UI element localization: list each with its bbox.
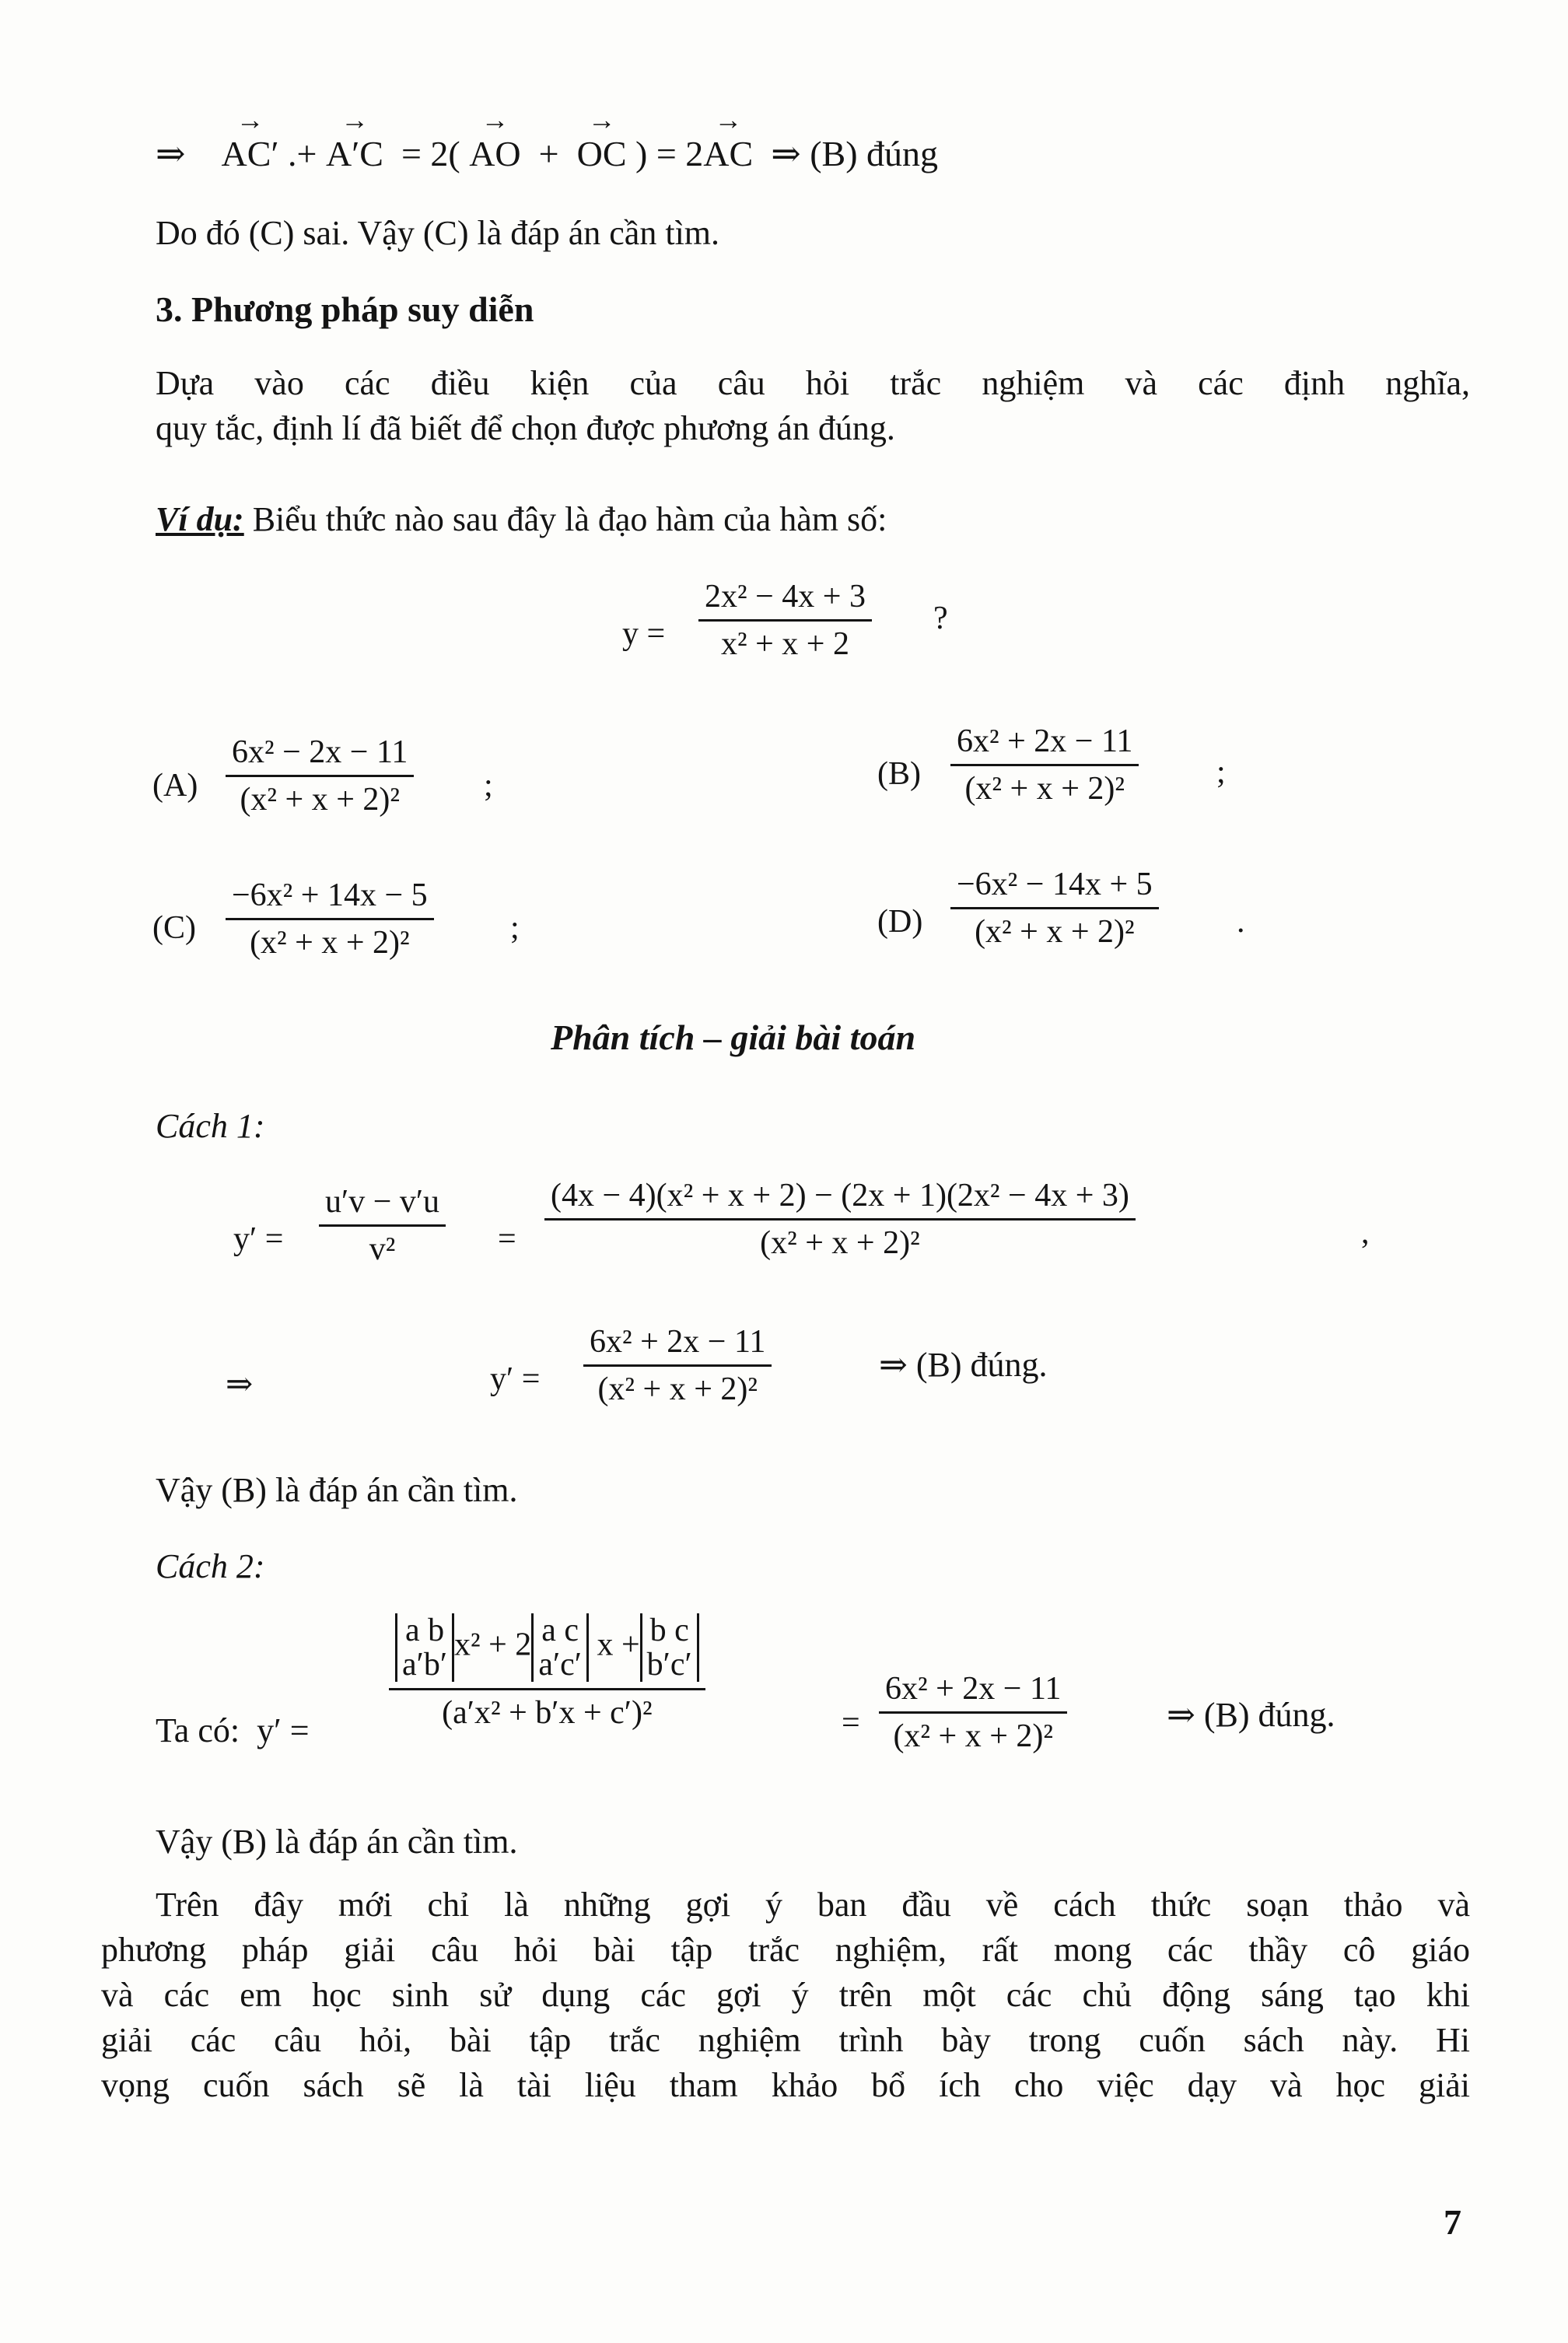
det-3-top: b c (649, 1613, 689, 1648)
expanded-numerator: (4x − 4)(x² + x + 2) − (2x + 1)(2x² − 4x + 3) (551, 1178, 1129, 1214)
method-1-label: Cách 1: (156, 1107, 265, 1145)
closing-line-4: giải các câu hỏi, bài tập trắc nghiệm trình bày trong cuốn sách này. Hi (101, 2021, 1470, 2059)
determinant-3 (640, 1613, 699, 1682)
option-c-fraction (226, 876, 434, 962)
intro-line-1: Dựa vào các điều kiện của câu hỏi trắc nghiệm và các định nghĩa, (156, 364, 1470, 402)
determinant-denominator: (a′x² + b′x + c′)² (389, 1688, 705, 1732)
closing-line-1: Trên đây mới chỉ là những gợi ý ban đầu về cách thức soạn thảo và (156, 1886, 1470, 1924)
vector-ao: → AO (469, 132, 520, 176)
function-denominator: x² + x + 2 (698, 619, 872, 664)
vector-ac: → AC (703, 132, 753, 176)
method-2-conclusion: Vậy (B) là đáp án cần tìm. (156, 1823, 518, 1861)
option-d-label: (D) (877, 904, 923, 940)
equals-sign: ) = 2 (635, 134, 704, 173)
section-heading: 3. Phương pháp suy diễn (156, 289, 534, 329)
method-2-equals: = (842, 1705, 860, 1741)
det-2-bottom: a′c′ (538, 1647, 582, 1683)
option-a-denominator: (x² + x + 2)² (226, 775, 414, 819)
option-b-label: (B) (877, 756, 921, 792)
option-c-label: (C) (152, 910, 196, 946)
method-2-intro (156, 1711, 310, 1750)
example-line (156, 498, 887, 541)
method-1-conclusion: Vậy (B) là đáp án cần tìm. (156, 1471, 518, 1509)
closing-line-2: phương pháp giải câu hỏi bài tập trắc nghiệm, rất mong các thầy cô giáo (101, 1931, 1470, 1969)
intro-line-2: quy tắc, định lí đã biết để chọn được phương án đúng. (156, 409, 895, 447)
method-1-arrow: ⇒ (226, 1367, 254, 1403)
quotient-rule-numerator: u′v − v′u (325, 1184, 440, 1220)
vector-oc: → OC (577, 132, 627, 176)
quotient-rule-denominator: v² (319, 1224, 446, 1269)
option-d-fraction (950, 865, 1159, 951)
implies-symbol: ⇒ (156, 134, 186, 173)
option-a-numerator: 6x² − 2x − 11 (232, 734, 408, 770)
method-2-determinant-fraction (389, 1613, 705, 1732)
method-2-result-numerator: 6x² + 2x − 11 (885, 1671, 1062, 1707)
function-lhs: y = (622, 616, 666, 652)
method-1-expanded (544, 1176, 1136, 1263)
option-c-numerator: −6x² + 14x − 5 (232, 877, 428, 913)
option-d-end: . (1237, 904, 1245, 940)
det-1-bottom: a′b′ (402, 1647, 448, 1683)
conclusion-c: Do đó (C) sai. Vậy (C) là đáp án cần tìm. (156, 214, 720, 252)
example-text: Biểu thức nào sau đây là đạo hàm của hàm số: (243, 500, 887, 538)
plus-sign: .+ (288, 134, 317, 173)
option-b-end: ; (1216, 755, 1226, 790)
x-squared-plus-2: x² + 2 (454, 1627, 532, 1663)
function-fraction (698, 577, 872, 664)
option-d-denominator: (x² + x + 2)² (950, 907, 1159, 951)
method-1-result-lhs: y′ = (490, 1361, 541, 1397)
vector-equation (156, 132, 938, 176)
expanded-denominator: (x² + x + 2)² (544, 1218, 1136, 1263)
determinant-2 (531, 1613, 589, 1682)
x-plus: x + (597, 1627, 640, 1663)
intro-paragraph (156, 361, 1470, 451)
method-1-lhs: y′ = (233, 1221, 284, 1257)
method-2-result-denominator: (x² + x + 2)² (879, 1711, 1067, 1756)
answer-b-correct: ⇒ (B) đúng (771, 134, 939, 173)
option-a-end: ; (484, 768, 493, 804)
option-b-fraction (950, 722, 1139, 808)
det-3-bottom: b′c′ (646, 1647, 692, 1683)
method-1-result-fraction (583, 1322, 772, 1409)
option-a-fraction (226, 733, 414, 819)
result-denominator: (x² + x + 2)² (583, 1364, 772, 1409)
option-c-end: ; (510, 910, 520, 946)
method-2-result-fraction (879, 1669, 1067, 1756)
method-2-label: Cách 2: (156, 1547, 265, 1585)
option-b-numerator: 6x² + 2x − 11 (957, 723, 1133, 759)
method-1-quotient-rule (319, 1182, 446, 1269)
method-1-comma: , (1361, 1215, 1370, 1251)
method-1-equals: = (498, 1221, 516, 1257)
option-b-denominator: (x² + x + 2)² (950, 764, 1139, 808)
method-2-lhs: y′ = (257, 1711, 310, 1749)
vector-a-prime-c: → A′C (326, 132, 383, 176)
method-1-result-tail: ⇒ (B) đúng. (879, 1346, 1048, 1384)
analysis-title: Phân tích – giải bài toán (551, 1017, 916, 1057)
equals-sign: = 2( (401, 134, 460, 173)
det-2-top: a c (541, 1613, 579, 1648)
option-d-numerator: −6x² − 14x + 5 (957, 867, 1153, 902)
example-label: Ví dụ: (156, 500, 244, 538)
vector-ac-prime: → AC′ (222, 132, 279, 176)
closing-line-3: và các em học sinh sử dụng các gợi ý trên một các chủ động sáng tạo khi (101, 1976, 1470, 2014)
closing-line-5: vọng cuốn sách sẽ là tài liệu tham khảo bổ ích cho việc dạy và học giải (101, 2066, 1470, 2104)
option-c-denominator: (x² + x + 2)² (226, 918, 434, 962)
function-numerator: 2x² − 4x + 3 (705, 579, 866, 615)
question-mark: ? (933, 601, 948, 636)
det-1-top: a b (404, 1613, 445, 1648)
option-a-label: (A) (152, 768, 198, 804)
page-number: 7 (1444, 2202, 1461, 2242)
plus-sign: + (538, 134, 559, 173)
closing-paragraph (101, 1882, 1470, 2108)
result-numerator: 6x² + 2x − 11 (590, 1324, 766, 1360)
method-2-result-tail: ⇒ (B) đúng. (1167, 1696, 1335, 1734)
determinant-numerator (389, 1613, 705, 1688)
ta-co-text: Ta có: (156, 1711, 240, 1749)
determinant-1 (395, 1613, 454, 1682)
